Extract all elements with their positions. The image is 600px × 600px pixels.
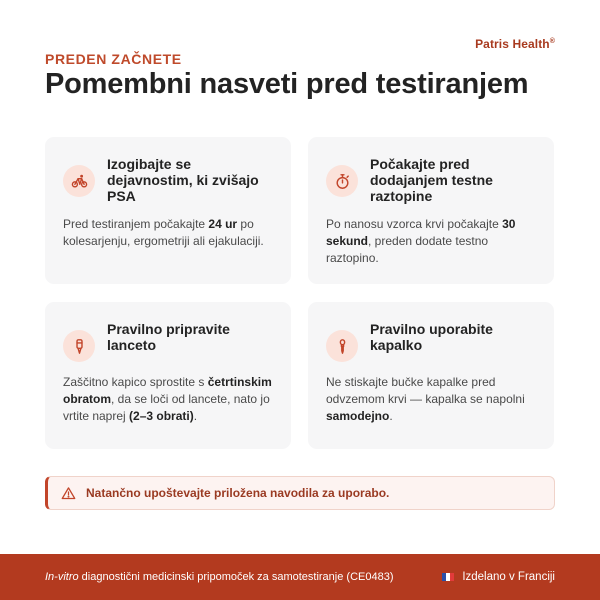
alert-text: Natančno upoštevajte priložena navodila za uporabo. xyxy=(86,486,390,500)
instructions-alert xyxy=(45,476,555,510)
tip-card-activities xyxy=(45,137,291,284)
bicycle-icon xyxy=(63,165,95,197)
tip-card-dropper xyxy=(308,302,554,449)
card-title: Počakajte pred dodajanjem testne raztopine xyxy=(370,156,493,204)
footer-bar xyxy=(0,554,600,600)
page-title: Pomembni nasveti pred testiranjem xyxy=(45,68,529,100)
brand-name: Patris Health xyxy=(475,37,550,51)
made-in-label: Izdelano v Franciji xyxy=(462,571,555,583)
card-body: Ne stiskajte bučke kapalke pred odvzemom krvi — kapalka se napolni samodejno. xyxy=(326,375,525,423)
card-title: Pravilno pripravite lanceto xyxy=(107,321,230,353)
warning-icon xyxy=(61,486,76,501)
card-body: Zaščitno kapico sprostite s četrtinskim obratom, da se loči od lancete, nato jo vrtite naprej (2–3 obrati). xyxy=(63,375,272,423)
card-body: Pred testiranjem počakajte 24 ur po kolesarjenju, ergometriji ali ejakulaciji. xyxy=(63,217,264,248)
dropper-icon xyxy=(326,330,358,362)
lancet-icon xyxy=(63,330,95,362)
tip-card-wait xyxy=(308,137,554,284)
card-title: Izogibajte se dejavnostim, ki zvišajo PSA xyxy=(107,156,259,204)
made-in-france xyxy=(442,571,555,583)
stopwatch-icon xyxy=(326,165,358,197)
section-eyebrow: PREDEN ZAČNETE xyxy=(45,51,182,67)
card-body: Po nanosu vzorca krvi počakajte 30 sekund, preden dodate testno raztopino. xyxy=(326,217,516,265)
card-title: Pravilno uporabite kapalko xyxy=(370,321,493,353)
ivd-statement: In-vitro diagnostični medicinski pripomoček za samotestiranje (CE0483) xyxy=(45,571,394,583)
registered-mark: ® xyxy=(549,38,555,45)
french-flag-icon xyxy=(442,573,454,581)
brand-logo xyxy=(475,37,555,51)
tip-card-lancet xyxy=(45,302,291,449)
